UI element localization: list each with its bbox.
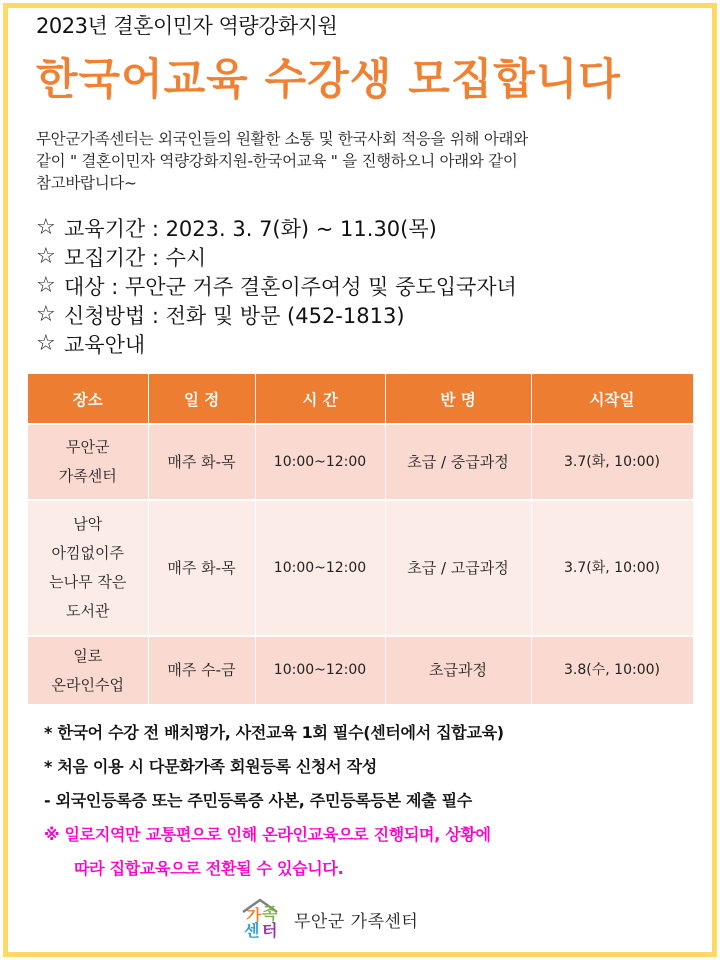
cell-start-date: 3.8(수, 10:00) — [531, 636, 693, 704]
cell-time: 10:00~12:00 — [255, 424, 385, 500]
info-item-period — [36, 213, 686, 242]
place-line: 는나무 작은 — [49, 573, 127, 591]
cell-place — [28, 636, 148, 704]
intro-paragraph — [36, 128, 686, 194]
info-item-text: 모집기간 : 수시 — [64, 245, 207, 270]
place-line: 가족센터 — [58, 467, 117, 485]
cell-start-date: 3.7(화, 10:00) — [531, 500, 693, 636]
intro-line: 무안군가족센터는 외국인들의 원활한 소통 및 한국사회 적응을 위해 아래와 — [36, 130, 528, 148]
place-line: 온라인수업 — [51, 675, 124, 694]
table-header-row — [28, 374, 693, 424]
place-line: 아낌없이주 — [51, 544, 124, 562]
table-row — [28, 424, 693, 500]
column-header-schedule: 일 정 — [148, 374, 255, 424]
family-center-logo — [240, 898, 288, 940]
cell-class: 초급과정 — [385, 636, 531, 704]
table-row — [28, 500, 693, 636]
main-title: 한국어교육 수강생 모집합니다 — [36, 55, 621, 105]
logo-char: 터 — [262, 921, 278, 940]
star-icon: ☆ — [36, 331, 56, 356]
note-documents: - 외국인등록증 또는 주민등록증 사본, 주민등록등본 제출 필수 — [44, 791, 472, 810]
info-list — [36, 213, 686, 358]
info-item-text: 신청방법 : 전화 및 방문 (452-1813) — [64, 303, 405, 328]
schedule-table — [28, 374, 694, 704]
logo-char: 센 — [244, 921, 260, 940]
cell-class: 초급 / 중급과정 — [385, 424, 531, 500]
column-header-place: 장소 — [28, 374, 148, 424]
footer — [240, 898, 418, 940]
star-icon: ☆ — [36, 244, 56, 269]
star-icon: ☆ — [36, 215, 56, 240]
organization-name: 무안군 가족센터 — [294, 911, 419, 932]
cell-days: 매주 화-목 — [148, 424, 255, 500]
cell-place — [28, 424, 148, 500]
note-registration: * 처음 이용 시 다문화가족 회원등록 신청서 작성 — [44, 757, 377, 776]
intro-line: 같이 " 결혼이민자 역량강화지원-한국어교육 " 을 진행하오니 아래와 같이 — [36, 152, 518, 170]
place-line: 일로 — [73, 646, 103, 665]
cell-place — [28, 500, 148, 636]
column-header-time: 시 간 — [255, 374, 385, 424]
logo-char: 족 — [262, 904, 278, 923]
cell-days: 매주 화-목 — [148, 500, 255, 636]
intro-line: 참고바랍니다~ — [36, 174, 137, 192]
cell-time: 10:00~12:00 — [255, 500, 385, 636]
note-online-notice: ※ 일로지역만 교통편으로 인해 온라인교육으로 진행되며, 상황에 — [44, 825, 491, 844]
place-line: 도서관 — [66, 602, 110, 620]
column-header-start-date: 시작일 — [531, 374, 693, 424]
info-item-guide — [36, 329, 686, 358]
info-item-application — [36, 300, 686, 329]
star-icon: ☆ — [36, 273, 56, 298]
place-line: 무안군 — [66, 438, 110, 456]
place-line: 남악 — [73, 515, 103, 533]
info-item-target — [36, 271, 686, 300]
program-title: 2023년 결혼이민자 역량강화지원 — [36, 14, 338, 38]
cell-start-date: 3.7(화, 10:00) — [531, 424, 693, 500]
notes — [44, 716, 704, 886]
column-header-class: 반 명 — [385, 374, 531, 424]
info-item-text: 대상 : 무안군 거주 결혼이주여성 및 중도입국자녀 — [64, 274, 517, 299]
info-item-text: 교육안내 — [64, 332, 146, 357]
note-online-notice-continued: 따라 집합교육으로 전환될 수 있습니다. — [74, 859, 344, 878]
info-item-text: 교육기간 : 2023. 3. 7(화) ~ 11.30(목) — [64, 216, 437, 241]
cell-class: 초급 / 고급과정 — [385, 500, 531, 636]
logo-char: 가 — [246, 906, 262, 925]
star-icon: ☆ — [36, 302, 56, 327]
cell-days: 매주 수-금 — [148, 636, 255, 704]
table-row — [28, 636, 693, 704]
note-placement-test: * 한국어 수강 전 배치평가, 사전교육 1회 필수(센터에서 집합교육) — [44, 723, 504, 742]
cell-time: 10:00~12:00 — [255, 636, 385, 704]
info-item-recruitment — [36, 242, 686, 271]
